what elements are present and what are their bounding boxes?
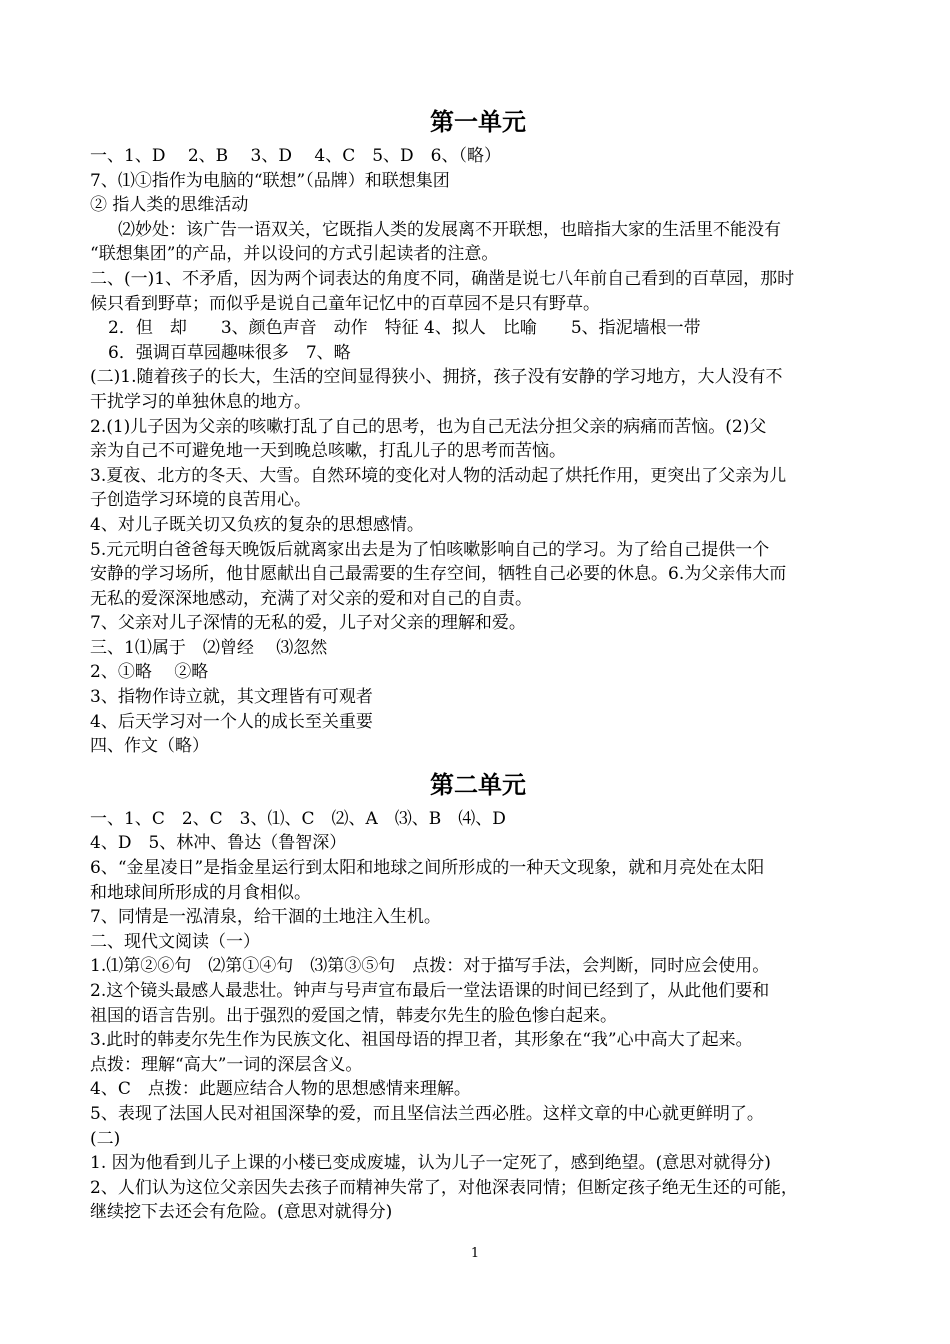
answer-line: 一、1、D 2、B 3、D 4、C 5、D 6、（略） <box>90 146 501 166</box>
document-page <box>90 104 866 1225</box>
answer-line: 2、①略 ②略 <box>90 662 209 683</box>
answer-line: 4、对儿子既关切又负疚的复杂的思想感情。 <box>90 514 424 535</box>
answer-line: 继续挖下去还会有危险。(意思对就得分) <box>90 1202 393 1223</box>
answer-line: 三、1⑴属于 ⑵曾经 ⑶忽然 <box>90 637 328 658</box>
answer-line: 四、作文（略） <box>90 736 209 757</box>
answer-line: 3.此时的韩麦尔先生作为民族文化、祖国母语的捍卫者，其形象在“我”心中高大了起来。 <box>90 1030 753 1051</box>
answer-line: 2.(1)儿子因为父亲的咳嗽打乱了自己的思考，也为自己无法分担父亲的病痛而苦恼。(2)父 <box>90 416 767 437</box>
answer-line: (二) <box>90 1128 121 1149</box>
answer-line: (二)1.随着孩子的长大，生活的空间显得狭小、拥挤，孩子没有安静的学习地方，大人没有不 <box>90 367 783 388</box>
unit-1-title: 第一单元 <box>430 107 526 136</box>
answer-line: 5、表现了法国人民对祖国深挚的爱，而且坚信法兰西必胜。这样文章的中心就更鲜明了。 <box>90 1103 764 1124</box>
answer-line: ⑵妙处：该广告一语双关，它既指人类的发展离不开联想，也暗指大家的生活里不能没有 <box>118 219 781 240</box>
page-number: 1 <box>470 1246 480 1261</box>
answer-line: 3、指物作诗立就，其文理皆有可观者 <box>90 687 373 708</box>
answer-line: 4、C 点拨：此题应结合人物的思想感情来理解。 <box>90 1079 471 1100</box>
answer-line: 干扰学习的单独休息的地方。 <box>90 391 311 412</box>
answer-line: 一、1、C 2、C 3、⑴、C ⑵、A ⑶、B ⑷、D <box>90 808 506 829</box>
unit-2-title: 第二单元 <box>430 769 526 799</box>
answer-line: 亲为自己不可避免地一天到晚总咳嗽，打乱儿子的思考而苦恼。 <box>90 441 566 462</box>
answer-line: 安静的学习场所，他甘愿献出自己最需要的生存空间，牺牲自己必要的休息。6.为父亲伟大而 <box>90 564 787 585</box>
answer-line: 3.夏夜、北方的冬天、大雪。自然环境的变化对人物的活动起了烘托作用，更突出了父亲为儿 <box>90 465 787 486</box>
answer-line: 祖国的语言告别。出于强烈的爱国之情，韩麦尔先生的脸色惨白起来。 <box>90 1005 617 1026</box>
answer-line: 6、“金星凌日”是指金星运行到太阳和地球之间所形成的一种天文现象，就和月亮处在太阳 <box>90 858 765 879</box>
answer-line: 和地球间所形成的月食相似。 <box>90 882 311 903</box>
answer-line: 1.⑴第②⑥句 ⑵第①④句 ⑶第③⑤句 点拨：对于描写手法，会判断，同时应会使用。 <box>90 956 770 977</box>
answer-line: 4、D 5、林冲、鲁达（鲁智深） <box>90 833 347 854</box>
answer-line: 7、父亲对儿子深情的无私的爱，儿子对父亲的理解和爱。 <box>90 613 526 634</box>
answer-line: 5.元元明白爸爸每天晚饭后就离家出去是为了怕咳嗽影响自己的学习。为了给自己提供一个 <box>90 539 770 560</box>
answer-line: “联想集团”的产品，并以设问的方式引起读者的注意。 <box>90 244 499 265</box>
unit-1-answers <box>90 144 866 759</box>
answer-line: 二、(一)1、不矛盾，因为两个词表达的角度不同，确凿是说七八年前自己看到的百草园，那时 <box>90 268 795 289</box>
answer-line: 2、人们认为这位父亲因失去孩子而精神失常了，对他深表同情；但断定孩子绝无生还的可能， <box>90 1177 798 1198</box>
answer-line: ② 指人类的思维活动 <box>90 195 249 216</box>
answer-line: 二、现代文阅读（一） <box>90 931 260 952</box>
answer-line: 无私的爱深深地感动，充满了对父亲的爱和对自己的自责。 <box>90 588 532 609</box>
answer-line: 2.这个镜头最感人最悲壮。钟声与号声宣布最后一堂法语课的时间已经到了，从此他们要和 <box>90 981 770 1001</box>
answer-line: 候只看到野草；而似乎是说自己童年记忆中的百草园不是只有野草。 <box>90 293 600 314</box>
answer-line: 子创造学习环境的良苦用心。 <box>90 490 311 511</box>
answer-line: 1. 因为他看到儿子上课的小楼已变成废墟，认为儿子一定死了，感到绝望。(意思对就得分) <box>90 1153 771 1174</box>
answer-line: 4、后天学习对一个人的成长至关重要 <box>90 711 373 732</box>
answer-line: 7、同情是一泓清泉，给干涸的土地注入生机。 <box>90 907 441 928</box>
answer-line: 6．强调百草园趣味很多 7、略 <box>108 342 351 363</box>
unit-2-answers <box>90 807 866 1225</box>
answer-line: 7、⑴①指作为电脑的“联想”（品牌）和联想集团 <box>90 170 450 191</box>
answer-line: 2．但 却 3、颜色声音 动作 特征 4、拟人 比喻 5、指泥墙根一带 <box>108 318 701 339</box>
answer-line: 点拨：理解“高大”一词的深层含义。 <box>90 1054 363 1075</box>
